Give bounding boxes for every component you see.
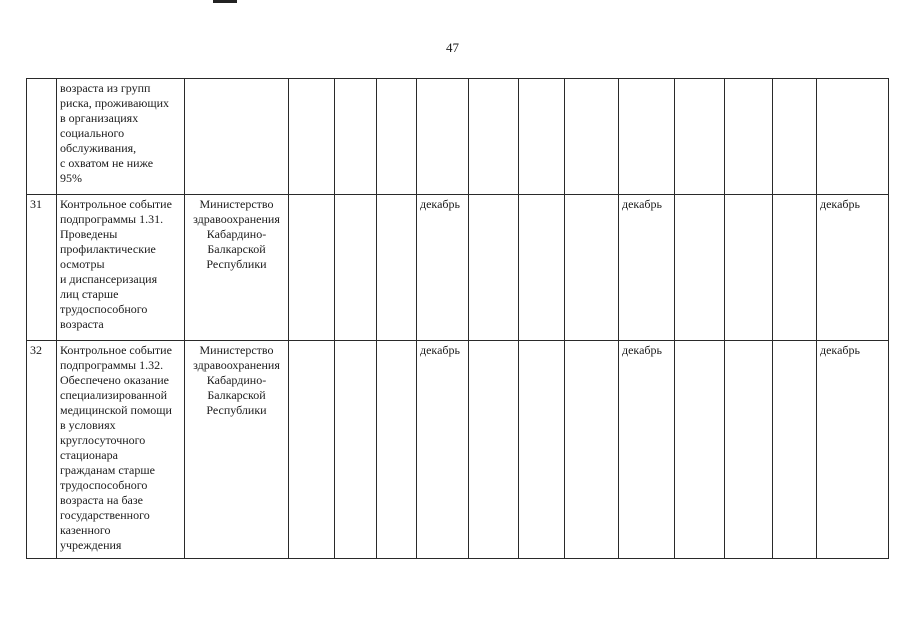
row-number: 32: [27, 341, 57, 559]
schedule-cell-december: декабрь: [817, 195, 889, 341]
schedule-cell: [565, 195, 619, 341]
event-schedule-table: [26, 78, 889, 559]
schedule-cell: [565, 341, 619, 559]
event-description: возраста из групп риска, проживающих в организациях социального обслуживания, с охватом не ниже 95%: [57, 79, 185, 195]
schedule-cell: [469, 195, 519, 341]
schedule-cell: [725, 341, 773, 559]
schedule-cell: [773, 341, 817, 559]
schedule-cell: [289, 195, 335, 341]
table-row: [27, 195, 889, 341]
schedule-cell: [773, 195, 817, 341]
schedule-cell: [773, 79, 817, 195]
schedule-cell: [377, 341, 417, 559]
header-mark: [213, 0, 237, 3]
responsible-organization: Министерство здравоохранения Кабардино- Балкарской Республики: [185, 195, 289, 341]
page-number: 47: [446, 40, 459, 55]
schedule-cell: [469, 341, 519, 559]
schedule-cell: [619, 79, 675, 195]
schedule-cell: [817, 79, 889, 195]
schedule-cell: [725, 79, 773, 195]
schedule-cell: [519, 79, 565, 195]
table-row: [27, 341, 889, 559]
schedule-cell: [335, 195, 377, 341]
schedule-cell-december: декабрь: [619, 341, 675, 559]
schedule-cell: [675, 341, 725, 559]
schedule-cell-december: декабрь: [417, 195, 469, 341]
schedule-cell: [469, 79, 519, 195]
responsible-organization: [185, 79, 289, 195]
schedule-cell: [289, 79, 335, 195]
schedule-cell: [675, 79, 725, 195]
schedule-cell: [519, 341, 565, 559]
schedule-cell: [417, 79, 469, 195]
schedule-cell: [335, 79, 377, 195]
schedule-cell: [565, 79, 619, 195]
schedule-cell: [519, 195, 565, 341]
responsible-organization: Министерство здравоохранения Кабардино- Балкарской Республики: [185, 341, 289, 559]
schedule-cell: [289, 341, 335, 559]
table-row: [27, 79, 889, 195]
schedule-cell: [675, 195, 725, 341]
schedule-cell: [377, 79, 417, 195]
schedule-cell: [335, 341, 377, 559]
event-description: Контрольное событие подпрограммы 1.32. Обеспечено оказание специализированной медицинской помощи в условиях круглосуточного стационара гражданам старше трудоспособного возраста на базе государственного казенного учреждения: [57, 341, 185, 559]
schedule-cell-december: декабрь: [417, 341, 469, 559]
row-number: [27, 79, 57, 195]
event-description: Контрольное событие подпрограммы 1.31. Проведены профилактические осмотры и диспансеризация лиц старше трудоспособного возраста: [57, 195, 185, 341]
schedule-cell-december: декабрь: [619, 195, 675, 341]
row-number: 31: [27, 195, 57, 341]
schedule-cell-december: декабрь: [817, 341, 889, 559]
schedule-cell: [725, 195, 773, 341]
schedule-cell: [377, 195, 417, 341]
